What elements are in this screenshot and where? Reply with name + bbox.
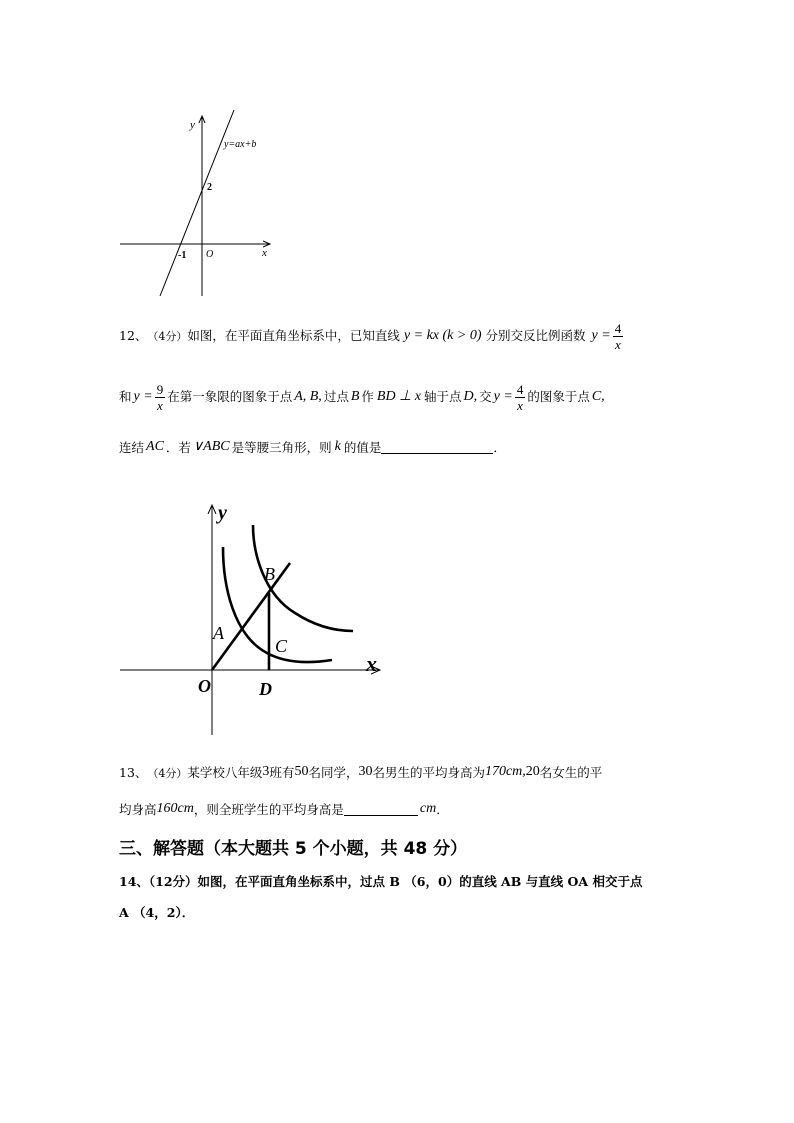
q12-text-5: 作	[361, 388, 374, 404]
q12-var-k: k	[334, 439, 341, 454]
q13-answer-blank[interactable]	[344, 814, 418, 816]
point-d-label: D	[259, 679, 272, 699]
q12-text-11: 是等腰三角形，则	[231, 439, 332, 455]
q12-text-9: 连结	[119, 439, 145, 455]
q12-y-eq-1: y =	[591, 328, 611, 343]
fraction-4-over-x-2: $\frac{4}{x}$	[516, 381, 524, 413]
y-axis-label: y	[218, 502, 227, 524]
origin-label: O	[206, 249, 214, 260]
linear-graph	[112, 100, 282, 300]
q12-point-c: C,	[591, 389, 605, 404]
function-line	[160, 110, 234, 296]
q13-text-3: 名同学，	[308, 764, 359, 780]
q13-n50: 50	[294, 764, 309, 779]
q12-text-3: 在第一象限的图象于点	[167, 388, 293, 404]
q12-text-8: 的图象于点	[527, 388, 590, 404]
x-intercept-label: -1	[178, 250, 187, 261]
q13-text-4: 名男生的平均身高为	[372, 764, 485, 780]
origin-label: O	[198, 676, 211, 696]
q13-n20: 20	[525, 764, 540, 779]
q12-line-equation: y = kx (k > 0)	[403, 328, 482, 343]
q13-text-7: ，则全班学生的平均身高是	[193, 801, 344, 817]
point-a-label: A	[213, 623, 224, 643]
y-axis-label: y	[190, 119, 195, 131]
fraction-4-over-x: $\frac{4}{x}$	[614, 320, 622, 352]
q14-line2: A （4，2）．	[119, 905, 195, 920]
q12-point-d: D,	[463, 389, 478, 404]
q13-text-6: 均身高	[119, 801, 157, 817]
q12-text-4: 过点	[323, 388, 349, 404]
q12-y-eq-2: y =	[133, 389, 153, 404]
q13-text-1: 某学校八年级	[187, 764, 263, 780]
q14-line1: 14、（12分）如图，在平面直角坐标系中，过点 B （6，0）的直线 AB 与直线 OA 相交于点	[119, 874, 643, 889]
q13-n3: 3	[262, 764, 270, 779]
x-axis-label: x	[366, 651, 377, 676]
q13-text-5: 名女生的平	[539, 764, 603, 780]
q13-h160: 160cm	[156, 801, 194, 816]
q12-line3	[119, 440, 506, 454]
q12-perp: BD ⊥ x	[376, 389, 421, 404]
q13-points: （4分）	[147, 767, 188, 780]
q12-line1	[119, 320, 625, 352]
q12-line2	[119, 381, 605, 413]
q12-answer-blank[interactable]	[381, 452, 493, 454]
q13-text-2: 班有	[269, 764, 295, 780]
q12-text-12: 的值是	[343, 439, 382, 455]
q12-points-ab: A, B,	[294, 389, 322, 404]
line-label: y=ax+b	[224, 139, 257, 150]
section-heading: 三、解答题（本大题共 5 个小题，共 48 分）	[119, 839, 468, 859]
q13-unit: cm	[419, 801, 437, 816]
q12-text-2: 分别交反比例函数	[485, 327, 586, 343]
hyperbola-graph	[115, 495, 390, 745]
fraction-9-over-x: $\frac{9}{x}$	[156, 381, 164, 413]
q13-line1	[119, 765, 602, 779]
q12-and: 和	[119, 388, 132, 404]
q12-text-10: ．若	[165, 439, 191, 455]
q13-number: 13、	[119, 764, 148, 780]
q13-h170: 170cm,	[484, 764, 526, 779]
point-c-label: C	[275, 636, 288, 656]
q12-point-b: B	[350, 389, 360, 404]
y-intercept-label: 2	[207, 182, 212, 193]
q12-text-6: 轴于点	[423, 388, 462, 404]
q12-number: 12、	[119, 327, 148, 343]
q13-end: ．	[436, 801, 449, 817]
q12-points: （4分）	[147, 329, 188, 343]
q12-text-1: 如图，在平面直角坐标系中，已知直线	[187, 327, 400, 343]
q12-triangle: ∨ABC	[192, 439, 230, 454]
q12-text-7: 交	[479, 388, 492, 404]
x-axis-label: x	[262, 247, 267, 259]
point-b-label: B	[264, 564, 275, 584]
q12-period: ．	[493, 439, 506, 455]
q12-segment-ac: AC	[146, 439, 164, 454]
q12-y-eq-3: y =	[493, 389, 513, 404]
q13-n30: 30	[358, 764, 373, 779]
q13-line2	[119, 802, 449, 816]
